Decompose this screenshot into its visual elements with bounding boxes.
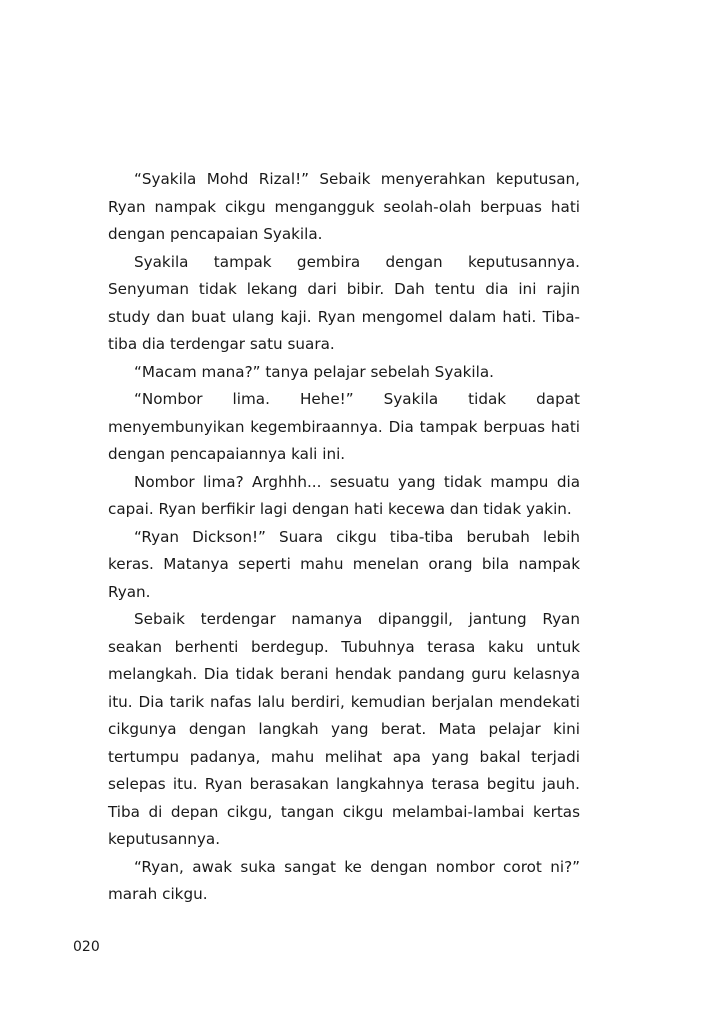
paragraph: “Ryan, awak suka sangat ke dengan nombor corot ni?” marah cikgu. [108, 857, 580, 903]
paragraph: Syakila tampak gembira dengan keputusannya. Senyuman tidak lekang dari bibir. Dah tentu dia ini rajin study dan buat ulang kaji. Ryan mengomel dalam hati. Tiba-tiba dia terdengar satu suara. [108, 252, 580, 353]
paragraph: Nombor lima? Arghhh... sesuatu yang tidak mampu dia capai. Ryan berfikir lagi dengan hati kecewa dan tidak yakin. [108, 472, 580, 518]
page-number: 020 [73, 939, 100, 955]
paragraph: “Syakila Mohd Rizal!” Sebaik menyerahkan keputusan, Ryan nampak cikgu mengangguk seolah-olah berpuas hati dengan pencapaian Syakila. [108, 170, 580, 243]
paragraph: “Nombor lima. Hehe!” Syakila tidak dapat menyembunyikan kegembiraannya. Dia tampak berpuas hati dengan pencapaiannya kali ini. [108, 390, 580, 463]
paragraph: “Macam mana?” tanya pelajar sebelah Syakila. [134, 362, 494, 381]
paragraph: “Ryan Dickson!” Suara cikgu tiba-tiba berubah lebih keras. Matanya seperti mahu menelan orang bila nampak Ryan. [108, 527, 580, 601]
paragraph: Sebaik terdengar namanya dipanggil, jantung Ryan seakan berhenti berdegup. Tubuhnya terasa kaku untuk melangkah. Dia tidak berani hendak pandang guru kelasnya itu. Dia tarik nafas lalu berdiri, kemudian berjalan mendekati cikgunya dengan langkah yang berat. Mata pelajar kini tertumpu padanya, mahu melihat apa yang bakal terjadi selepas itu. Ryan berasakan langkahnya terasa begitu jauh. Tiba di depan cikgu, tangan cikgu melambai-lambai kertas keputusannya. [108, 610, 580, 848]
page-body-text [108, 166, 580, 909]
